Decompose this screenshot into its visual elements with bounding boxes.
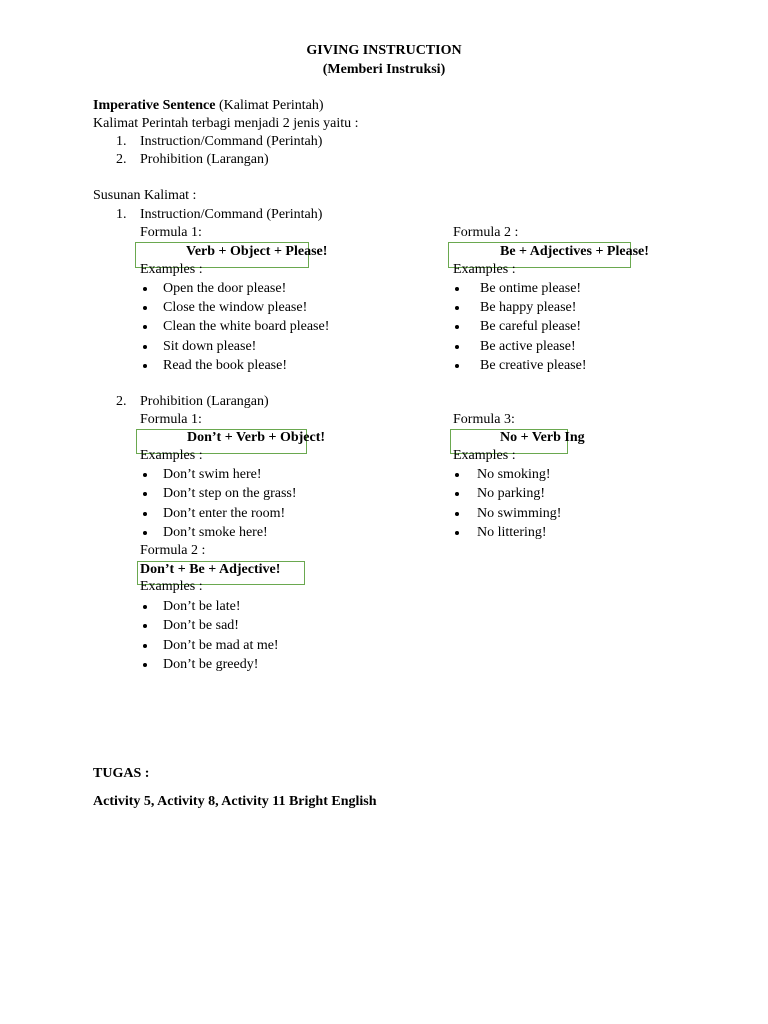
- list-item: Clean the white board please!: [163, 319, 330, 334]
- bullet-icon: [143, 531, 147, 535]
- s2-left2-formula-label: Formula 2 :: [140, 543, 206, 558]
- task-label: TUGAS :: [93, 766, 150, 781]
- s2-right-formula: No + Verb Ing: [500, 430, 585, 445]
- s2-right-formula-label: Formula 3:: [453, 412, 515, 427]
- bullet-icon: [455, 345, 459, 349]
- bullet-icon: [455, 364, 459, 368]
- bullet-icon: [455, 306, 459, 310]
- list-item: Don’t smoke here!: [163, 525, 268, 540]
- s1-right-formula-label: Formula 2 :: [453, 225, 519, 240]
- list-item: Open the door please!: [163, 281, 287, 296]
- s1-left-formula: Verb + Object + Please!: [186, 244, 328, 259]
- bullet-icon: [455, 512, 459, 516]
- list-item: No littering!: [477, 525, 547, 540]
- bullet-icon: [455, 492, 459, 496]
- list-item: Be active please!: [480, 339, 576, 354]
- bullet-icon: [143, 287, 147, 291]
- imperative-heading: [93, 97, 324, 115]
- list-item: No smoking!: [477, 467, 551, 482]
- bullet-icon: [143, 473, 147, 477]
- bullet-icon: [455, 473, 459, 477]
- list-item: Don’t step on the grass!: [163, 486, 297, 501]
- intro-list-item-1: Instruction/Command (Perintah): [140, 134, 323, 149]
- list-item: Be happy please!: [480, 300, 577, 315]
- page-title: GIVING INSTRUCTION: [306, 43, 462, 58]
- list-item: Read the book please!: [163, 358, 288, 373]
- s2-left2-examples-label: Examples :: [140, 579, 203, 594]
- bullet-icon: [143, 512, 147, 516]
- bullet-icon: [143, 644, 147, 648]
- section1-num: 1.: [116, 207, 127, 222]
- imperative-heading-rest: (Kalimat Perintah): [215, 98, 324, 113]
- list-item: Don’t be greedy!: [163, 657, 259, 672]
- list-item: Don’t enter the room!: [163, 506, 286, 521]
- list-item: Be careful please!: [480, 319, 582, 334]
- bullet-icon: [455, 287, 459, 291]
- bullet-icon: [143, 345, 147, 349]
- intro-line: Kalimat Perintah terbagi menjadi 2 jenis yaitu :: [93, 116, 359, 131]
- list-item: No parking!: [477, 486, 546, 501]
- intro-list-item-2: Prohibition (Larangan): [140, 152, 269, 167]
- bullet-icon: [143, 624, 147, 628]
- list-item: Sit down please!: [163, 339, 257, 354]
- structure-heading: Susunan Kalimat :: [93, 188, 197, 203]
- bullet-icon: [143, 492, 147, 496]
- list-item: Don’t be sad!: [163, 618, 239, 633]
- s2-right-examples-label: Examples :: [453, 448, 516, 463]
- s1-right-examples-label: Examples :: [453, 262, 516, 277]
- task-text: Activity 5, Activity 8, Activity 11 Bright English: [93, 794, 377, 809]
- bullet-icon: [143, 364, 147, 368]
- bullet-icon: [455, 531, 459, 535]
- imperative-heading-bold: Imperative Sentence: [93, 98, 216, 113]
- bullet-icon: [143, 306, 147, 310]
- bullet-icon: [455, 325, 459, 329]
- s2-left-examples-label: Examples :: [140, 448, 203, 463]
- s2-left2-formula: Don’t + Be + Adjective!: [140, 562, 281, 577]
- bullet-icon: [143, 325, 147, 329]
- s1-left-examples-label: Examples :: [140, 262, 203, 277]
- section1-title: Instruction/Command (Perintah): [140, 207, 323, 222]
- list-item: Be ontime please!: [480, 281, 582, 296]
- s1-left-formula-label: Formula 1:: [140, 225, 202, 240]
- intro-list-num-2: 2.: [116, 152, 127, 167]
- s1-right-formula: Be + Adjectives + Please!: [500, 244, 649, 259]
- section2-title: Prohibition (Larangan): [140, 394, 269, 409]
- list-item: Be creative please!: [480, 358, 587, 373]
- list-item: Don’t swim here!: [163, 467, 262, 482]
- bullet-icon: [143, 663, 147, 667]
- list-item: Close the window please!: [163, 300, 308, 315]
- list-item: Don’t be mad at me!: [163, 638, 279, 653]
- list-item: Don’t be late!: [163, 599, 241, 614]
- s2-left-formula-label: Formula 1:: [140, 412, 202, 427]
- list-item: No swimming!: [477, 506, 562, 521]
- page-subtitle: (Memberi Instruksi): [322, 62, 446, 77]
- section2-num: 2.: [116, 394, 127, 409]
- s2-left-formula: Don’t + Verb + Object!: [187, 430, 326, 445]
- intro-list-num-1: 1.: [116, 134, 127, 149]
- bullet-icon: [143, 605, 147, 609]
